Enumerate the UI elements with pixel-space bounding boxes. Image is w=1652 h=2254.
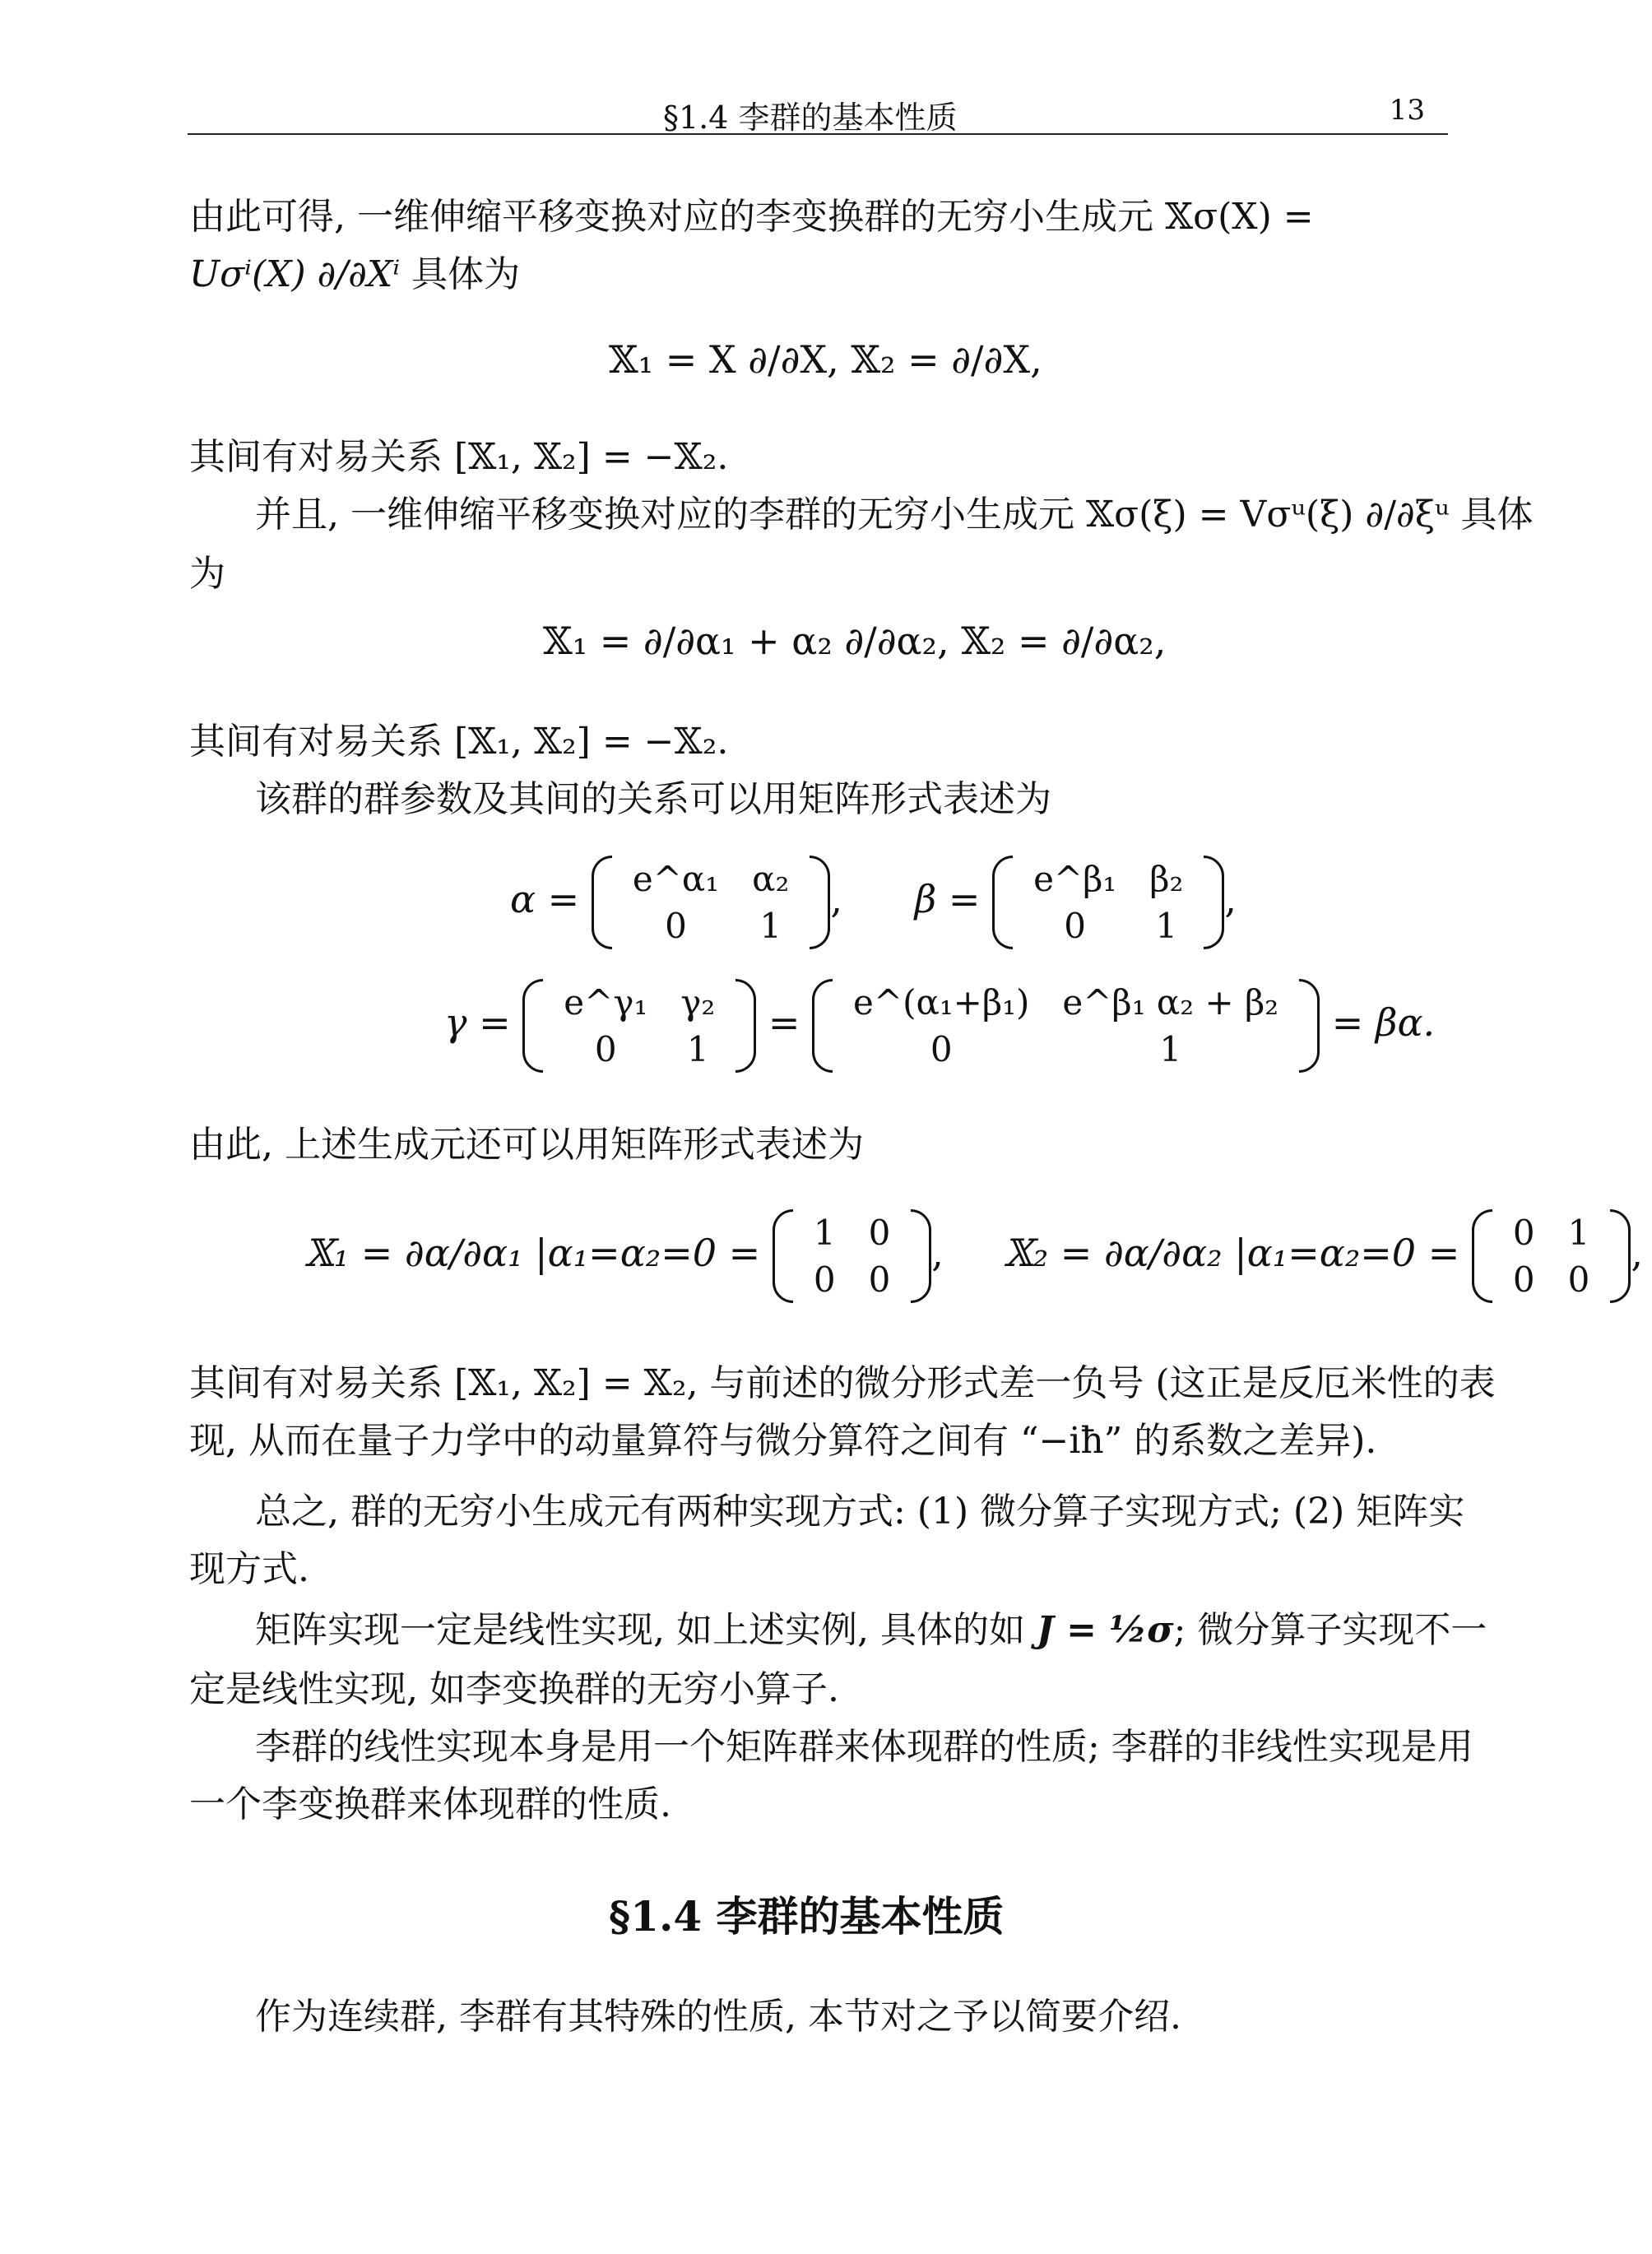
paragraph-11: 作为连续群, 李群有其特殊的性质, 本节对之予以简要介绍. (255, 1996, 1181, 2038)
paragraph-9-start: 矩阵实现一定是线性实现, 如上述实例, 具体的如 (255, 1609, 1025, 1651)
matrix-cell: 0 (813, 1259, 836, 1300)
paragraph-8-line-2: 现方式. (189, 1548, 309, 1590)
paragraph-9-line-2: 定是线性实现, 如李变换群的无穷小算子. (189, 1668, 839, 1710)
matrix-cell: e^β₁ (1033, 859, 1117, 899)
generator-expression: Uσⁱ(X) ∂/∂Xⁱ (189, 253, 401, 295)
equation-2: 𝕏₁ = ∂/∂α₁ + α₂ ∂/∂α₂, 𝕏₂ = ∂/∂α₂, (543, 619, 1167, 663)
matrix-cell: e^γ₁ (564, 982, 648, 1023)
paragraph-9-line-1 (255, 1604, 1514, 1657)
matrix-cell: 1 (686, 1029, 709, 1069)
matrix-cell: 0 (1064, 906, 1087, 946)
gamma-matrix (522, 979, 756, 1073)
matrix-cell: 1 (1155, 906, 1178, 946)
j-equation: J = ½σ (1036, 1609, 1174, 1651)
paragraph-4: 其间有对易关系 [𝕏₁, 𝕏₂] = −𝕏₂. (189, 721, 729, 763)
paragraph-5: 该群的群参数及其间的关系可以用矩阵形式表述为 (255, 778, 1051, 820)
gamma-equation: γ = e^γ₁ γ₂ 0 1 = e^(α₁+β₁) e^β₁ α₂ + β₂ 0 1 = βα. (444, 979, 1435, 1073)
x1-matrix (773, 1209, 931, 1303)
header-section: §1.4 李群的基本性质 (663, 100, 958, 136)
paragraph-1-line-1: 由此可得, 一维伸缩平移变换对应的李变换群的无穷小生成元 𝕏σ(X) = (189, 196, 1314, 238)
paragraph-10-line-2: 一个李变换群来体现群的性质. (189, 1783, 671, 1825)
x2-lhs: 𝕏₂ = ∂α/∂α₂ |α₁=α₂=0 = (1004, 1231, 1460, 1275)
alpha-matrix (592, 856, 830, 949)
x2-matrix (1472, 1209, 1631, 1303)
paragraph-8-line-1: 总之, 群的无穷小生成元有两种实现方式: (1) 微分算子实现方式; (2) 矩阵实 (255, 1491, 1465, 1533)
matrix-cell: 0 (868, 1259, 891, 1300)
paragraph-7-line-1: 其间有对易关系 [𝕏₁, 𝕏₂] = 𝕏₂, 与前述的微分形式差一负号 (这正是反厄米性的表 (189, 1362, 1496, 1404)
paragraph-2: 其间有对易关系 [𝕏₁, 𝕏₂] = −𝕏₂. (189, 436, 729, 478)
matrix-cell: 1 (1159, 1029, 1182, 1069)
generator-matrix-equation: 𝕏₁ = ∂α/∂α₁ |α₁=α₂=0 = 1 0 0 0 , 𝕏₂ = ∂α/∂α₂ |α₁=α₂=0 = 0 1 0 0 , (304, 1209, 1643, 1303)
page-number: 13 (1389, 94, 1425, 127)
paragraph-1-line-2 (189, 248, 1448, 301)
matrix-cell: 0 (930, 1029, 953, 1069)
matrix-cell: 0 (1512, 1213, 1535, 1253)
matrix-cell: α₂ (752, 859, 790, 899)
gamma-rhs: = βα. (1331, 1000, 1436, 1045)
matrix-cell: 0 (868, 1213, 891, 1253)
alpha-lhs: α = (510, 877, 580, 921)
matrix-cell: e^(α₁+β₁) (853, 982, 1030, 1023)
gamma-product-matrix (812, 979, 1320, 1073)
alpha-beta-equation: α = e^α₁ α₂ 0 1 , β = e^β₁ β₂ 0 1 , (510, 856, 1237, 949)
paragraph-1-tail: 具体为 (411, 253, 521, 295)
paragraph-3-line-1: 并且, 一维伸缩平移变换对应的李群的无穷小生成元 𝕏σ(ξ) = Vσᵘ(ξ) ∂/∂ξᵘ 具体 (255, 494, 1534, 536)
matrix-cell: 1 (1567, 1213, 1590, 1253)
beta-matrix (992, 856, 1224, 949)
paragraph-7-line-2: 现, 从而在量子力学中的动量算符与微分算符之间有 “−iħ” 的系数之差异). (189, 1420, 1377, 1462)
matrix-cell: 1 (813, 1213, 836, 1253)
matrix-cell: 0 (594, 1029, 617, 1069)
paragraph-10-line-1: 李群的线性实现本身是用一个矩阵群来体现群的性质; 李群的非线性实现是用 (255, 1726, 1473, 1768)
matrix-cell: 0 (1567, 1259, 1590, 1300)
matrix-cell: 0 (1512, 1259, 1535, 1300)
matrix-cell: e^α₁ (632, 859, 720, 899)
running-header (188, 90, 1448, 135)
paragraph-3-line-2: 为 (189, 553, 225, 595)
beta-lhs: β = (914, 877, 981, 921)
matrix-cell: 1 (759, 906, 782, 946)
x1-lhs: 𝕏₁ = ∂α/∂α₁ |α₁=α₂=0 = (304, 1231, 761, 1275)
matrix-cell: γ₂ (680, 982, 716, 1023)
paragraph-9-end: ; 微分算子实现不一 (1173, 1609, 1487, 1651)
matrix-cell: β₂ (1149, 859, 1184, 899)
matrix-cell: e^β₁ α₂ + β₂ (1062, 982, 1279, 1023)
gamma-lhs: γ = (444, 1000, 511, 1045)
section-title: §1.4 李群的基本性质 (609, 1892, 1005, 1941)
paragraph-6: 由此, 上述生成元还可以用矩阵形式表述为 (189, 1124, 864, 1166)
matrix-cell: 0 (665, 906, 687, 946)
equation-1: 𝕏₁ = X ∂/∂X, 𝕏₂ = ∂/∂X, (609, 337, 1042, 382)
